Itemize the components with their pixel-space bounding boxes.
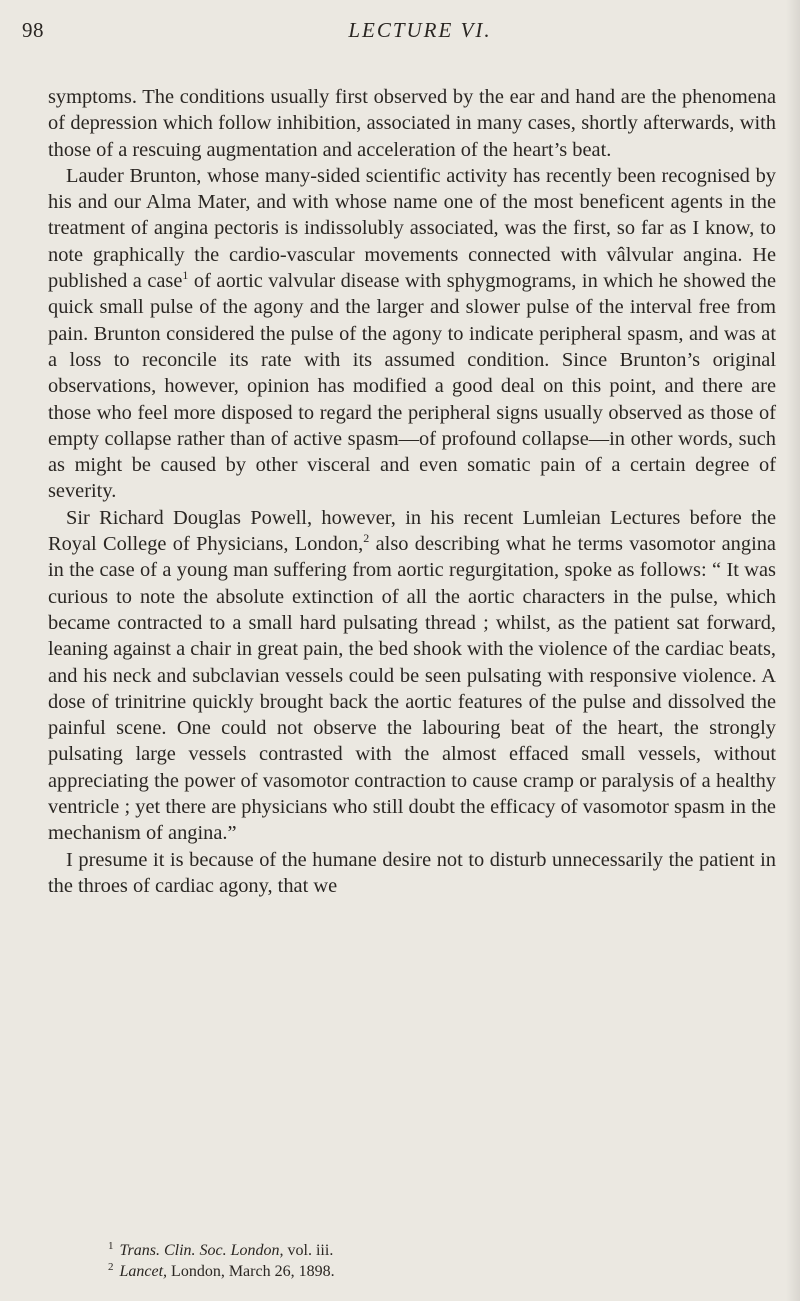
- footnote: [48, 1240, 776, 1261]
- paragraph-text: symptoms. The conditions usually first observed by the ear and hand are the phenomena of depression which follow inhibition, associated in many cases, shortly afterwards, with those of a rescuing augmentation and acceleration of the heart’s beat.: [48, 86, 776, 161]
- paragraph-text: I presume it is because of the humane desire not to disturb unnecessarily the patient in the throes of cardiac agony, that we: [48, 848, 776, 897]
- page-edge-shadow: [786, 0, 800, 1301]
- footnote-reference: 2: [363, 531, 370, 546]
- paragraph: [48, 847, 776, 900]
- page-number: 98: [22, 18, 44, 42]
- footnote-journal: Trans. Clin. Soc. London,: [119, 1242, 284, 1259]
- footnote: [48, 1261, 776, 1282]
- footnote-mark: 2: [108, 1260, 114, 1273]
- footnote-mark: 1: [108, 1239, 114, 1252]
- footnote-citation: vol. iii.: [283, 1242, 334, 1259]
- footnotes: [48, 1240, 776, 1282]
- paragraph-text: Sir Richard Douglas Powell, however, in his recent Lumleian Lectures before the Royal College of Physicians, London,: [48, 506, 776, 556]
- running-title: LECTURE VI.: [348, 18, 492, 42]
- body-text: [48, 84, 776, 899]
- paragraph-text: of aortic valvular disease with sphygmograms, in which he showed the quick small pulse of the agony and the larger and slower pulse of the interval free from pain. Brunton considered the pulse of the agony to indicate peripheral spasm, and was at a loss to reconcile its rate with its assumed condition. Since Brunton’s original observations, however, opinion has modified a good deal on this point, and there are those who feel more disposed to regard the peripheral signs usually observed as those of empty collapse rather than of active spasm—of profound collapse—in other words, such as might be caused by other visceral and even somatic pain of a certain degree of severity.: [48, 270, 777, 503]
- footnote-citation: London, March 26, 1898.: [167, 1263, 335, 1280]
- paragraph: [48, 84, 776, 163]
- footnote-reference: 1: [182, 268, 189, 283]
- paragraph-text: also describing what he terms vasomotor angina in the case of a young man suffering from aortic regurgitation, spoke as follows: “ It was curious to note the absolute extinction of all the aortic characters in the pulse, which became contracted to a small hard pulsating thread ; whilst, as the patient sat forward, leaning against a chair in great pain, the bed shook with the violence of the cardiac beats, and his neck and subclavian vessels could be seen pulsating with responsive violence. A dose of trinitrine quickly brought back the aortic features of the pulse and dissolved the painful scene. One could not observe the labouring beat of the heart, the strongly pulsating large vessels contrasted with the almost effaced small vessels, without appreciating the power of vasomotor contraction to cause cramp or paralysis of a healthy ventricle ; yet there are physicians who still doubt the efficacy of vasomotor spasm in the mechanism of angina.”: [48, 533, 776, 845]
- paragraph: [48, 505, 776, 847]
- footnote-journal: Lancet,: [119, 1263, 168, 1280]
- paragraph: [48, 163, 776, 505]
- paragraph-text: Lauder Brunton, whose many-sided scientific activity has recently been recognised by his and our Alma Mater, and with whose name one of the most beneficent agents in the treatment of angina pectoris is indissolubly associated, was the first, so far as I know, to note graphically the cardio-vascular movements connected with vâlvular angina. He published a case: [48, 164, 776, 293]
